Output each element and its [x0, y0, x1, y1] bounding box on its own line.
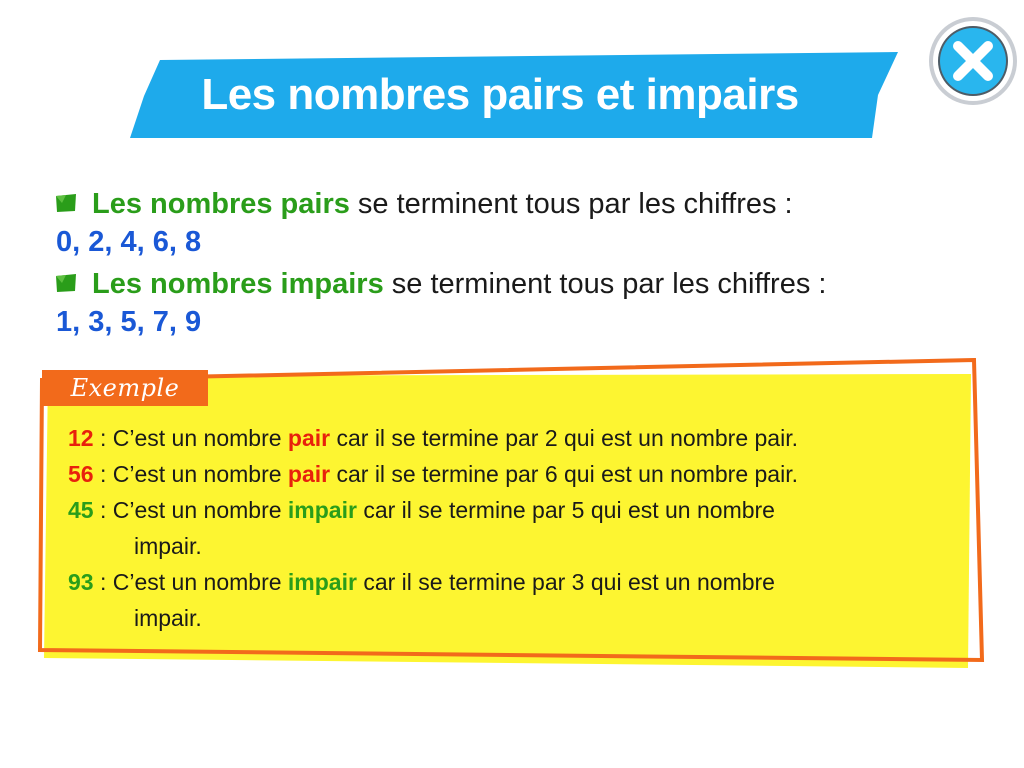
close-icon — [928, 16, 1018, 106]
example-text: : C’est un nombre — [93, 425, 288, 451]
green-square-bullet-icon — [54, 193, 78, 213]
example-kind: pair — [287, 461, 331, 487]
rule-text: se terminent tous par les chiffres : — [349, 188, 793, 220]
example-item — [68, 456, 948, 492]
example-text: : C’est un nombre — [93, 497, 288, 523]
example-text: : C’est un nombre — [93, 461, 288, 487]
rule-pairs — [54, 188, 793, 221]
example-list — [68, 420, 948, 636]
rule-highlight: Les nombres pairs — [92, 188, 350, 220]
example-text: car il se termine par 2 qui est un nombre pair. — [330, 425, 798, 451]
example-number: 56 — [68, 461, 94, 487]
example-number: 12 — [68, 425, 94, 451]
example-continuation: impair. — [134, 533, 202, 559]
even-digits: 0, 2, 4, 6, 8 — [56, 226, 202, 258]
example-item — [68, 420, 948, 456]
rule-text: se terminent tous par les chiffres : — [383, 268, 827, 300]
example-text: car il se termine par 3 qui est un nombre — [356, 569, 775, 595]
example-number: 93 — [68, 569, 94, 595]
example-kind: impair — [287, 569, 357, 595]
example-item — [68, 564, 948, 600]
example-number: 45 — [68, 497, 94, 523]
example-text: car il se termine par 5 qui est un nombre — [356, 497, 775, 523]
odd-digits: 1, 3, 5, 7, 9 — [56, 306, 202, 338]
rule-impairs — [54, 268, 826, 301]
title-banner — [130, 52, 900, 138]
rule-highlight: Les nombres impairs — [92, 268, 384, 300]
example-item — [68, 492, 948, 528]
green-square-bullet-icon — [54, 273, 78, 293]
example-label: Exemple — [42, 370, 208, 406]
example-kind: pair — [287, 425, 331, 451]
example-continuation: impair. — [134, 605, 202, 631]
example-text: : C’est un nombre — [93, 569, 288, 595]
close-button[interactable] — [928, 16, 1018, 106]
example-kind: impair — [287, 497, 357, 523]
example-text: car il se termine par 6 qui est un nombre pair. — [330, 461, 798, 487]
page-title: Les nombres pairs et impairs — [201, 70, 799, 119]
